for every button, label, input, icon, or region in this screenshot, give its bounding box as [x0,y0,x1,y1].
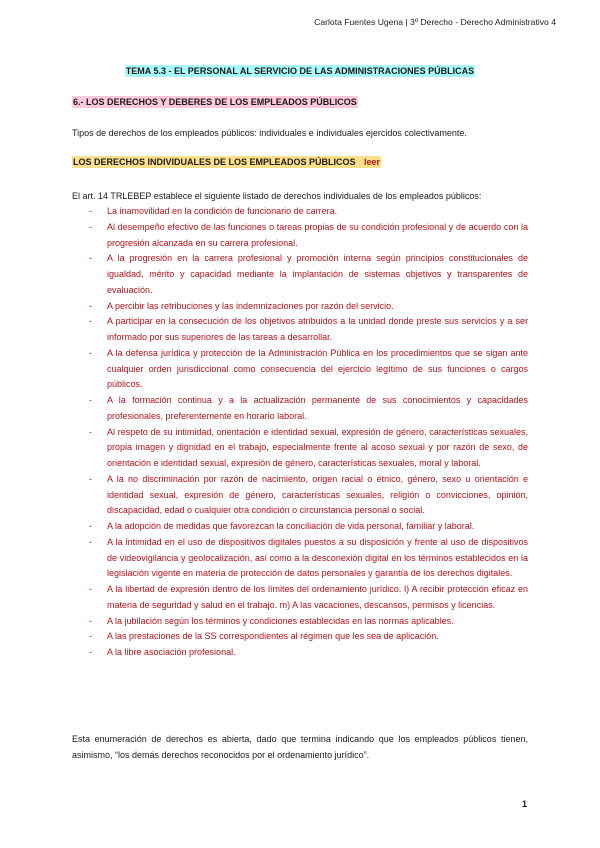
leer-note: leer [364,157,381,167]
right-text: A la adopción de medidas que favorezcan la conciliación de vida personal, familiar y laboral. [107,521,475,531]
list-item [72,299,528,315]
section-heading-text: 6.- LOS DERECHOS Y DEBERES DE LOS EMPLEADOS PÚBLICOS [73,97,357,107]
intro-paragraph: El art. 14 TRLEBEP establece el siguiente listado de derechos individuales de los empleados públicos: [72,191,482,201]
bullet-dash: - [89,426,92,437]
right-text: A la jubilación según los términos y condiciones establecidas en las normas aplicables. [107,615,454,626]
rights-list [72,204,528,661]
bullet-dash: - [89,631,92,642]
types-paragraph: Tipos de derechos de los empleados públicos: individuales e individuales ejercidos colectivamente. [72,128,467,138]
section-heading [72,97,358,107]
right-text: La inamovilidad en la condición de funcionario de carrera. [107,206,338,216]
bullet-dash: - [89,253,92,264]
closing-paragraph: Esta enumeración de derechos es abierta, dado que termina indicando que los empleados públicos tienen, asimismo, “los demás derechos reconocidos por el ordenamiento jurídico”. [72,734,528,760]
page-header: Carlota Fuentes Ugena | 3º Derecho - Derecho Administrativo 4 [314,17,556,27]
right-text: Al respeto de su intimidad, orientación e identidad sexual, expresión de género, características sexuales, propia imagen y dignidad en el trabajo, especialmente frente al acoso sexual y por razón de sexo, de orientación e identidad sexual, expresión de género, características sexuales, moral y laboral. [107,426,528,468]
list-item [72,519,528,535]
bullet-dash: - [89,615,92,626]
list-item [72,220,528,252]
right-text: A participar en la consecución de los objetivos atribuidos a la unidad donde preste sus servicios y a ser informado por sus superiores de las tareas a desarrollar. [107,316,528,342]
bullet-dash: - [89,347,92,358]
bullet-dash: - [89,536,92,547]
right-text: Al desempeño efectivo de las funciones o tareas propias de su condición profesional y de acuerdo con la progresión alcanzada en su carrera profesional. [107,221,528,248]
bullet-dash: - [89,300,92,311]
right-text: A la progresión en la carrera profesional y promoción interna según principios constitucionales de igualdad, mérito y capacidad mediante la implantación de sistemas objetivos y transparentes de evaluación. [107,253,528,295]
right-text: A la defensa jurídica y protección de la Administración Pública en los procedimientos que se sigan ante cualquier orden jurisdiccional como consecuencia del ejercicio legítimo de sus funciones o cargos públicos. [107,347,528,390]
right-text: A la no discriminación por razón de nacimiento, origen racial o étnico, género, sexo u orientación e identidad sexual, expresión de género, características sexuales, religión o convicciones, opinión, discapacidad, edad o cualquier otra condición o circunstancia personal o social. [107,473,528,516]
bullet-dash: - [89,647,92,657]
right-text: A percibir las retribuciones y las indemnizaciones por razón del servicio. [107,300,394,311]
bullet-dash: - [89,395,92,405]
list-item [72,393,528,425]
bullet-dash: - [89,473,92,484]
subsection-title: LOS DERECHOS INDIVIDUALES DE LOS EMPLEADOS PÚBLICOS [73,157,356,167]
list-item [72,629,528,645]
subsection-heading [72,157,381,167]
list-item [72,582,528,614]
document-title [0,66,600,76]
page-number: 1 [522,799,528,809]
right-text: A la libre asociación profesional. [107,647,236,657]
bullet-dash: - [89,206,92,216]
list-item [72,645,528,661]
list-item [72,346,528,393]
list-item [72,314,528,346]
right-text: A las prestaciones de la SS correspondientes al régimen que les sea de aplicación. [107,631,439,642]
right-text: A la intimidad en el uso de dispositivos digitales puestos a su disposición y frente al uso de dispositivos de videovigilancia y geolocalización, así como a la desconexión digital en los términos establecidos en la legislación vigente en materia de protección de datos personales y garantía de los derechos digitales. [107,536,528,579]
bullet-dash: - [89,521,92,531]
list-item [72,251,528,298]
bullet-dash: - [89,584,92,594]
subsection-heading-text [72,156,381,168]
title-text: TEMA 5.3 - EL PERSONAL AL SERVICIO DE LAS ADMINISTRACIONES PÚBLICAS [125,66,475,76]
list-item [72,535,528,582]
list-item [72,204,528,220]
right-text: A la libertad de expresión dentro de los límites del ordenamiento jurídico. l) A recibir protección eficaz en materia de seguridad y salud en el trabajo. m) A las vacaciones, descansos, permisos y licencias. [107,584,528,610]
bullet-dash: - [89,221,92,232]
bullet-dash: - [89,316,92,327]
list-item [72,425,528,472]
list-item [72,472,528,519]
list-item [72,614,528,630]
right-text: A la formación continua y a la actualización permanente de sus conocimientos y capacidades profesionales, preferentemente en horario laboral. [107,395,528,421]
